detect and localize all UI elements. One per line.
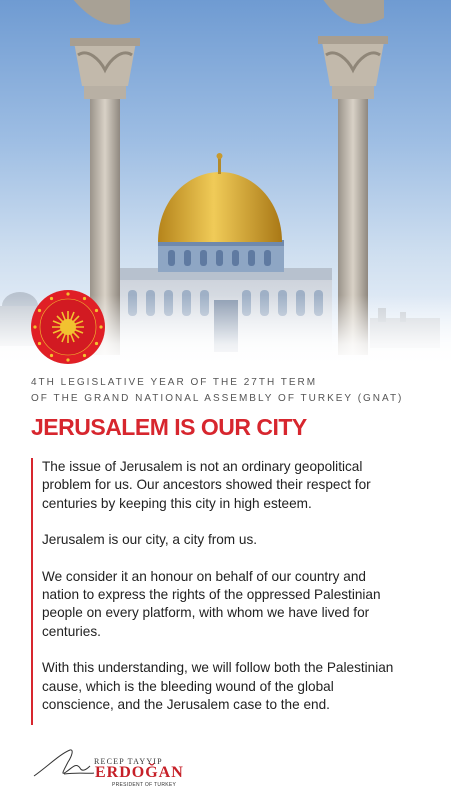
quote-accent-bar [31,458,33,725]
presidential-seal-icon [30,289,106,365]
signature-first-names: RECEP TAYYIP [94,757,163,766]
quote-paragraph: With this understanding, we will follow both the Palestinian cause, which is the bleeding wound of the global conscience, and the Jerusalem case to the end. [42,660,394,713]
quote-paragraph: We consider it an honour on behalf of our country and nation to express the rights of the oppressed Palestinian people on every platform, with whom we have lived for centuries. [42,568,381,639]
page-title: JERUSALEM IS OUR CITY [31,414,307,440]
term-line-2: OF THE GRAND NATIONAL ASSEMBLY OF TURKEY (GNAT) [31,393,404,404]
term-line-1: 4TH LEGISLATIVE YEAR OF THE 27TH TERM [31,377,318,388]
quote-paragraph: The issue of Jerusalem is not an ordinary geopolitical problem for us. Our ancestors showed their respect for centuries by keeping this city in high esteem. [42,459,371,511]
signature-surname: ERDOĞAN [95,764,184,781]
quote-paragraph: Jerusalem is our city, a city from us. [42,532,258,548]
signature-role: PRESIDENT OF TURKEY [112,782,177,788]
quote-text [42,458,402,732]
